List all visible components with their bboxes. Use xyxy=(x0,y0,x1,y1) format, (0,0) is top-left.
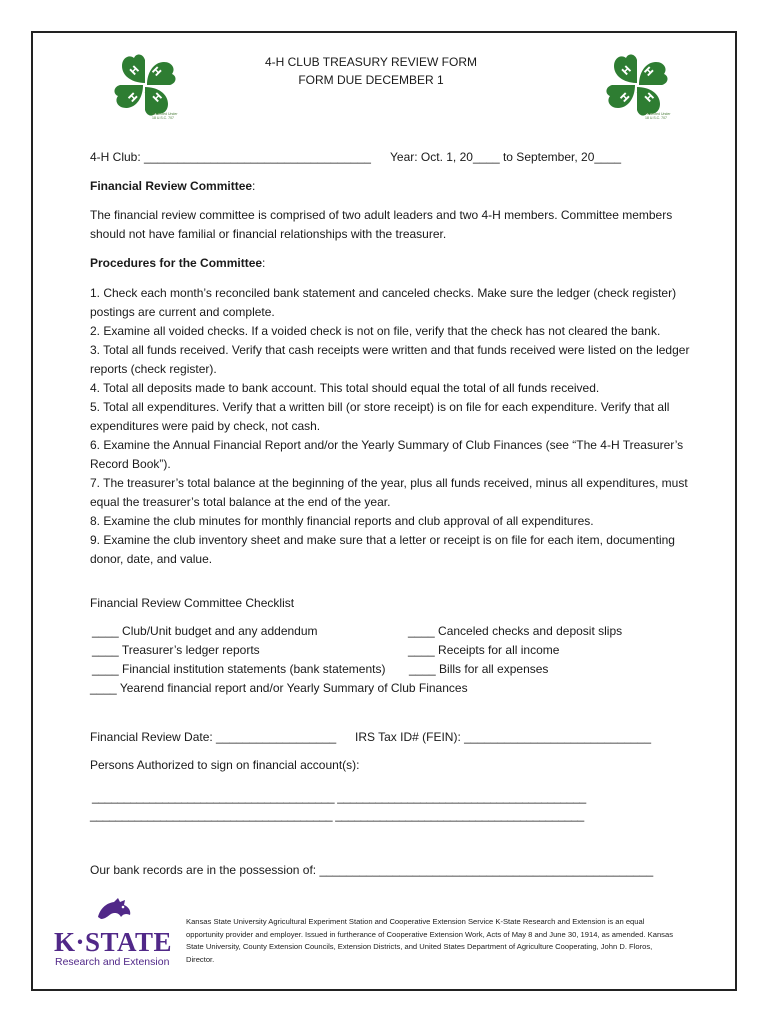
svg-text:H: H xyxy=(617,91,631,105)
svg-text:H: H xyxy=(128,64,142,78)
procedure-item: 6. Examine the Annual Financial Report and/or the Yearly Summary of Club Finances (see “The 4-H Treasurer’s Record Book”). xyxy=(90,438,684,471)
procedure-item: 5. Total all expenditures. Verify that a written bill (or store receipt) is on file for each expenditure. Verify that all expenditures were paid by check, not cash. xyxy=(90,400,670,433)
svg-text:H: H xyxy=(620,64,634,78)
authorized-persons-line[interactable]: ______________________________________ _______________________________________ xyxy=(92,790,586,804)
footer-disclaimer: Kansas State University Agricultural Experiment Station and Cooperative Extension Service K-State Research and Extension is an equal opportunity provider and employer. Issued in furtherance of Cooperative Extension Work, Acts of May 8 and June 30, 1914, as amended. Kansas State University, County Extension Councils, Extension Districts, and United States Department of Agriculture Cooperating, John D. Floros, Director. xyxy=(186,917,673,964)
procedure-item: 9. Examine the club inventory sheet and make sure that a letter or receipt is on file for each item, documenting donor, date, and value. xyxy=(90,533,675,566)
4h-clover-logo-right-icon xyxy=(602,50,672,120)
checklist-item[interactable]: ____ Receipts for all income xyxy=(408,643,560,657)
svg-text:H: H xyxy=(125,91,139,105)
svg-text:H: H xyxy=(643,91,657,105)
svg-text:H: H xyxy=(641,65,655,79)
4h-clover-logo-left-icon xyxy=(110,50,180,120)
svg-text:H: H xyxy=(151,91,165,105)
checklist-item[interactable]: ____ Financial institution statements (bank statements) xyxy=(92,662,386,676)
year-field[interactable]: Year: Oct. 1, 20____ to September, 20____ xyxy=(390,150,622,164)
form-title: 4-H CLUB TREASURY REVIEW FORM xyxy=(264,55,478,69)
bank-records-field[interactable]: Our bank records are in the possession of: __________________________________________________ xyxy=(90,863,654,877)
logo-caption-left: Protected Under 18 U.S.C. 707 xyxy=(152,112,178,120)
checklist-item[interactable]: ____ Bills for all expenses xyxy=(409,662,549,676)
form-due-date: FORM DUE DECEMBER 1 xyxy=(298,73,444,87)
procedure-item: 8. Examine the club minutes for monthly financial reports and club approval of all expenditures. xyxy=(90,514,594,528)
procedures-heading: Procedures for the Committee: xyxy=(90,256,266,270)
procedure-item: 1. Check each month’s reconciled bank statement and canceled checks. Make sure the ledger (check register) postings are current and complete. xyxy=(90,286,677,319)
authorized-persons-line[interactable]: ______________________________________ _______________________________________ xyxy=(90,808,584,822)
checklist-item[interactable]: ____ Yearend financial report and/or Yearly Summary of Club Finances xyxy=(90,681,468,695)
svg-text:H: H xyxy=(149,65,163,79)
kstate-logo-subtitle: Research and Extension xyxy=(55,956,170,968)
procedure-item: 4. Total all deposits made to bank account. This total should equal the total of all funds received. xyxy=(90,381,600,395)
checklist-heading: Financial Review Committee Checklist xyxy=(90,596,295,610)
checklist-item[interactable]: ____ Treasurer’s ledger reports xyxy=(92,643,260,657)
checklist-item[interactable]: ____ Club/Unit budget and any addendum xyxy=(92,624,318,638)
authorized-persons-label: Persons Authorized to sign on financial account(s): xyxy=(90,758,360,772)
committee-heading: Financial Review Committee: xyxy=(90,179,256,193)
procedure-item: 3. Total all funds received. Verify that cash receipts were written and that funds received were listed on the ledger reports (check register). xyxy=(90,343,690,376)
kstate-logo: K·STATE xyxy=(54,927,173,957)
wildcat-logo-icon xyxy=(96,897,132,923)
checklist-item[interactable]: ____ Canceled checks and deposit slips xyxy=(408,624,623,638)
procedures-list xyxy=(90,284,690,569)
procedure-item: 2. Examine all voided checks. If a voided check is not on file, verify that the check has not cleared the bank. xyxy=(90,324,661,338)
irs-tax-id-field[interactable]: IRS Tax ID# (FEIN): ____________________________ xyxy=(355,730,651,744)
club-name-field[interactable]: 4-H Club: __________________________________ xyxy=(90,150,371,164)
committee-description: The financial review committee is comprised of two adult leaders and two 4-H members. Committee members should not have familial or financial relationships with the treasurer. xyxy=(90,208,673,241)
review-date-field[interactable]: Financial Review Date: __________________ xyxy=(90,730,337,744)
procedure-item: 7. The treasurer’s total balance at the beginning of the year, plus all funds received, minus all expenditures, must equal the treasurer’s total balance at the end of the year. xyxy=(90,476,688,509)
logo-caption-right: Protected Under 18 U.S.C. 707 xyxy=(645,112,671,120)
